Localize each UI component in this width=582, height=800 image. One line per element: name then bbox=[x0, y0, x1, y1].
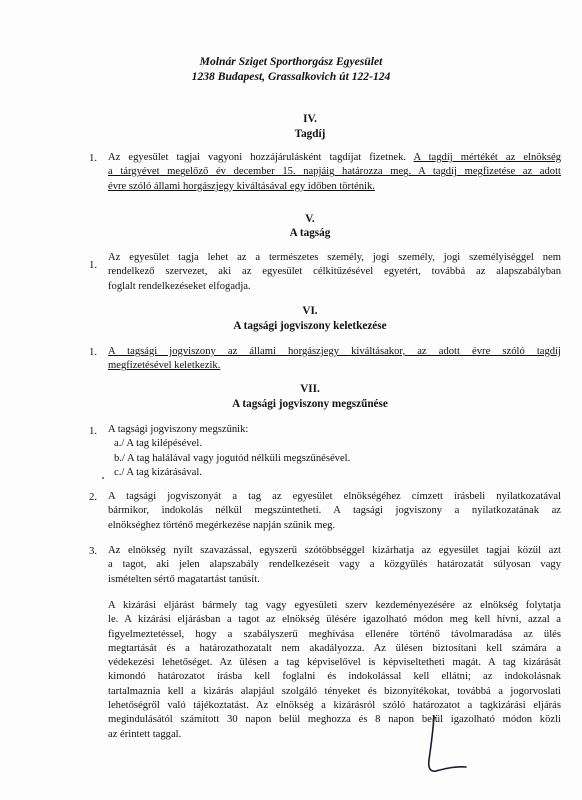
chapter-v-number: V. bbox=[305, 213, 315, 225]
chapter-vi-title: A tagsági jogviszony keletkezése bbox=[233, 320, 387, 332]
text-line: bármikor, indokolás nélkül megszüntetheti. A tagsági jogviszony a nyilatkozatának az bbox=[108, 505, 561, 517]
text-line: Az elnökség nyílt szavazással, egyszerű szótöbbséggel kizárhatja az egyesület tagjai közül azt bbox=[108, 545, 561, 556]
chapter-iv-number: IV. bbox=[303, 113, 317, 125]
text-line: figyelmeztetéssel, hogy a szabályszerű meghívása ellenére történő távolmaradása az ülés bbox=[108, 628, 561, 640]
chapter-vii-number: VII. bbox=[300, 383, 320, 395]
text-line: megindulásától számított 30 napon belül meghozza és 8 napon belül igazolható módon közli bbox=[108, 714, 561, 726]
chapter-v-title: A tagság bbox=[289, 227, 331, 239]
chapter-vii-item-2-number: 2. bbox=[89, 491, 98, 503]
org-address: 1238 Budapest, Grassalkovich út 122-124 bbox=[191, 70, 391, 83]
chapter-v-item-1-number: 1. bbox=[89, 259, 98, 271]
text-line: A tagsági jogviszony az állami horgászjegy kiváltásakor, az adott évre szóló tagdíj bbox=[108, 346, 561, 357]
chapter-iv-title: Tagdíj bbox=[294, 128, 326, 140]
chapter-vii-item-3-number: 3. bbox=[89, 545, 98, 557]
text-line bbox=[108, 151, 561, 165]
text-line: megfizetésével keletkezik. bbox=[108, 360, 221, 372]
chapter-iv-item-1-number: 1. bbox=[89, 152, 98, 164]
chapter-v-item-1-text bbox=[108, 251, 561, 294]
text-line: tartalmaznia kell a kizárás alapjául szolgáló tényeket és bizonyítékokat, továbbá a jogorvoslati bbox=[108, 685, 561, 697]
chapter-vii-item-3-text bbox=[108, 544, 561, 587]
text-line: évre szóló állami horgászjegy kiváltásával egy időben történik. bbox=[108, 180, 375, 192]
text-line: foglalt rendelkezéseket elfogadja. bbox=[108, 280, 251, 292]
chapter-vii-exclusion-procedure-text bbox=[108, 599, 561, 742]
text-line: a tárgyévet megelőző év december 15. napjáig határozza meg. A tagdíj megfizetése az adott bbox=[108, 166, 561, 178]
text-line: lehetőségről való tájékoztatást. Az elnökség a kizárásról szóló határozatot a tagkizárási eljárás bbox=[108, 700, 561, 712]
list-item: b./ A tag halálával vagy jogutód nélküli megszűnésével. bbox=[114, 452, 351, 464]
text-line: védekezési lehetőséget. Az ülésen a tag képviselővel is képviseltetheti magát. A tag kizárását bbox=[108, 657, 561, 669]
list-item: a./ A tag kilépésével. bbox=[114, 438, 202, 450]
handwritten-signature bbox=[420, 712, 480, 784]
text-line: megtartását és a határozathozatalt nem akadályozza. Az ülésen biztosítani kell számára a bbox=[108, 642, 561, 654]
text-line: kimondó határozatot írásba kell foglalni és indokolással kell ellátni; az indokolásnak bbox=[108, 671, 561, 683]
text-line: ismételten sértő magatartást tanúsít. bbox=[108, 573, 260, 585]
text-line: le. A kizárási eljárásban a tagot az elnökség ülésére igazolható módon meg kell hívni, azzal a bbox=[108, 614, 561, 626]
chapter-vi-number: VI. bbox=[302, 305, 318, 317]
text-line: A kizárási eljárást bármely tag vagy egyesületi szerv kezdeményezésére az elnökség folytatja bbox=[108, 600, 561, 611]
text-line: elnökséghez történő megérkezése napján szűnik meg. bbox=[108, 519, 336, 531]
text-line: A tagsági jogviszony megszűnik: bbox=[108, 424, 249, 435]
scan-speck bbox=[102, 477, 104, 479]
chapter-vi-item-1-number: 1. bbox=[89, 346, 98, 358]
chapter-vii-item-1-number: 1. bbox=[89, 425, 98, 437]
chapter-vii-title: A tagsági jogviszony megszűnése bbox=[232, 398, 388, 410]
text-line: A tagsági jogviszonyát a tag az egyesület elnökségéhez címzett írásbeli nyilatkozatával bbox=[108, 491, 561, 502]
list-item: c./ A tag kizárásával. bbox=[114, 466, 202, 478]
chapter-vi-item-1-text bbox=[108, 345, 561, 374]
text-line: rendelkező szervezet, aki az egyesület célkitűzésével egyetért, továbbá az alapszabályban bbox=[108, 266, 561, 278]
text-line: az érintett taggal. bbox=[108, 728, 182, 740]
chapter-vii-item-1-text bbox=[108, 423, 561, 480]
org-name: Molnár Sziget Sporthorgász Egyesület bbox=[199, 55, 383, 68]
chapter-vii-item-2-text bbox=[108, 490, 561, 533]
chapter-iv-item-1-text bbox=[108, 151, 561, 194]
text-segment: Az egyesület tagjai vagyoni hozzájárulásként tagdíjat fizetnek. bbox=[108, 152, 414, 163]
text-line: a tagot, aki jelen alapszabály rendelkezéseit vagy a közgyűlés határozatát súlyosan vagy bbox=[108, 559, 561, 571]
text-line: Az egyesület tagja lehet az a természetes személy, jogi személy, jogi személyiséggel nem bbox=[108, 252, 561, 263]
underlined-text: A tagdíj mértékét az elnökség bbox=[413, 152, 562, 163]
